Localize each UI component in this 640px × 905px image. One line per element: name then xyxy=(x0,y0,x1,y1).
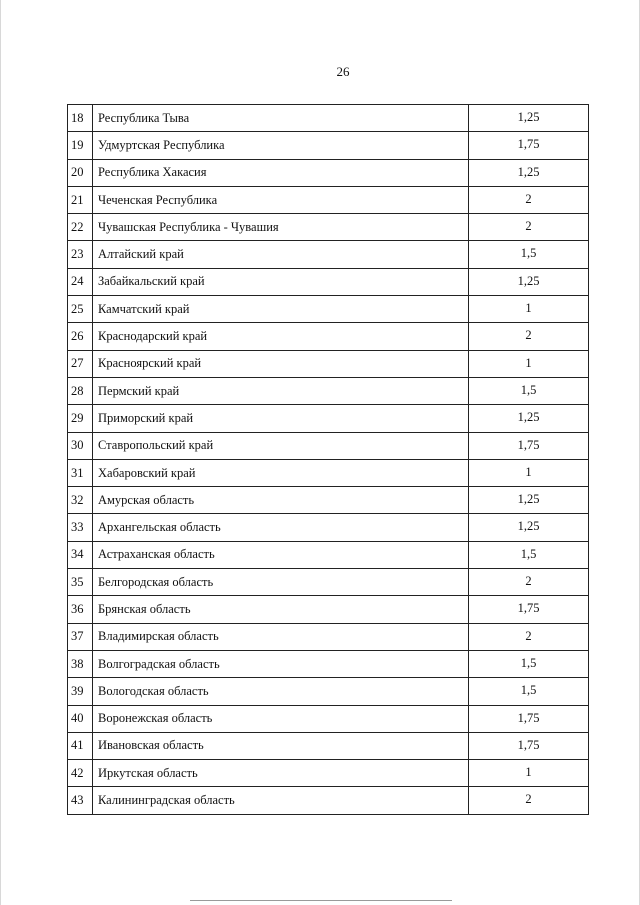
row-number: 23 xyxy=(68,241,93,268)
region-name: Камчатский край xyxy=(93,296,469,323)
table-row xyxy=(68,214,589,241)
row-number: 35 xyxy=(68,569,93,596)
region-name: Брянская область xyxy=(93,596,469,623)
region-name: Алтайский край xyxy=(93,241,469,268)
table-row xyxy=(68,623,589,650)
row-number: 36 xyxy=(68,596,93,623)
table-row xyxy=(68,705,589,732)
row-number: 38 xyxy=(68,650,93,677)
regions-table-body xyxy=(68,105,589,815)
coefficient-value: 2 xyxy=(469,323,589,350)
table-row xyxy=(68,432,589,459)
region-name: Воронежская область xyxy=(93,705,469,732)
coefficient-value: 2 xyxy=(469,787,589,814)
region-name: Республика Хакасия xyxy=(93,159,469,186)
coefficient-value: 1,5 xyxy=(469,650,589,677)
row-number: 28 xyxy=(68,377,93,404)
row-number: 19 xyxy=(68,132,93,159)
region-name: Иркутская область xyxy=(93,760,469,787)
table-row xyxy=(68,350,589,377)
table-row xyxy=(68,514,589,541)
region-name: Чувашская Республика - Чувашия xyxy=(93,214,469,241)
coefficient-value: 1 xyxy=(469,350,589,377)
region-name: Архангельская область xyxy=(93,514,469,541)
row-number: 25 xyxy=(68,296,93,323)
coefficient-value: 1,5 xyxy=(469,678,589,705)
coefficient-value: 1,25 xyxy=(469,268,589,295)
region-name: Калининградская область xyxy=(93,787,469,814)
region-name: Владимирская область xyxy=(93,623,469,650)
coefficient-value: 1 xyxy=(469,760,589,787)
coefficient-value: 1,75 xyxy=(469,705,589,732)
row-number: 30 xyxy=(68,432,93,459)
row-number: 21 xyxy=(68,186,93,213)
region-name: Ивановская область xyxy=(93,732,469,759)
coefficient-value: 1,5 xyxy=(469,241,589,268)
region-name: Вологодская область xyxy=(93,678,469,705)
coefficient-value: 1 xyxy=(469,296,589,323)
row-number: 22 xyxy=(68,214,93,241)
region-name: Республика Тыва xyxy=(93,105,469,132)
coefficient-value: 2 xyxy=(469,214,589,241)
row-number: 26 xyxy=(68,323,93,350)
table-row xyxy=(68,105,589,132)
table-row xyxy=(68,268,589,295)
region-name: Краснодарский край xyxy=(93,323,469,350)
coefficient-value: 1,25 xyxy=(469,487,589,514)
region-name: Белгородская область xyxy=(93,569,469,596)
table-row xyxy=(68,296,589,323)
table-row xyxy=(68,241,589,268)
coefficient-value: 1,75 xyxy=(469,132,589,159)
table-row xyxy=(68,678,589,705)
region-name: Пермский край xyxy=(93,377,469,404)
row-number: 27 xyxy=(68,350,93,377)
table-row xyxy=(68,487,589,514)
row-number: 31 xyxy=(68,459,93,486)
coefficient-value: 1,25 xyxy=(469,105,589,132)
coefficient-value: 1,25 xyxy=(469,159,589,186)
coefficient-value: 1,75 xyxy=(469,596,589,623)
table-row xyxy=(68,132,589,159)
coefficient-value: 1,25 xyxy=(469,514,589,541)
region-name: Астраханская область xyxy=(93,541,469,568)
region-name: Амурская область xyxy=(93,487,469,514)
row-number: 34 xyxy=(68,541,93,568)
row-number: 32 xyxy=(68,487,93,514)
coefficient-value: 1,75 xyxy=(469,432,589,459)
row-number: 39 xyxy=(68,678,93,705)
table-row xyxy=(68,596,589,623)
region-name: Удмуртская Республика xyxy=(93,132,469,159)
page-number: 26 xyxy=(336,64,350,79)
table-row xyxy=(68,377,589,404)
row-number: 40 xyxy=(68,705,93,732)
table-row xyxy=(68,405,589,432)
coefficient-value: 1,5 xyxy=(469,377,589,404)
row-number: 20 xyxy=(68,159,93,186)
table-row xyxy=(68,569,589,596)
row-number: 24 xyxy=(68,268,93,295)
region-name: Забайкальский край xyxy=(93,268,469,295)
coefficient-value: 2 xyxy=(469,569,589,596)
row-number: 41 xyxy=(68,732,93,759)
table-row xyxy=(68,760,589,787)
table-row xyxy=(68,650,589,677)
table-row xyxy=(68,787,589,814)
region-name: Ставропольский край xyxy=(93,432,469,459)
table-row xyxy=(68,732,589,759)
table-row xyxy=(68,541,589,568)
region-name: Хабаровский край xyxy=(93,459,469,486)
table-row xyxy=(68,323,589,350)
region-name: Чеченская Республика xyxy=(93,186,469,213)
row-number: 43 xyxy=(68,787,93,814)
coefficient-value: 1 xyxy=(469,459,589,486)
coefficient-value: 2 xyxy=(469,623,589,650)
coefficient-value: 1,25 xyxy=(469,405,589,432)
row-number: 42 xyxy=(68,760,93,787)
region-name: Красноярский край xyxy=(93,350,469,377)
row-number: 29 xyxy=(68,405,93,432)
region-name: Приморский край xyxy=(93,405,469,432)
row-number: 18 xyxy=(68,105,93,132)
regions-table xyxy=(67,104,589,815)
scan-artifact-line xyxy=(190,900,452,901)
coefficient-value: 1,75 xyxy=(469,732,589,759)
coefficient-value: 2 xyxy=(469,186,589,213)
table-row xyxy=(68,159,589,186)
table-row xyxy=(68,186,589,213)
coefficient-value: 1,5 xyxy=(469,541,589,568)
row-number: 33 xyxy=(68,514,93,541)
table-row xyxy=(68,459,589,486)
row-number: 37 xyxy=(68,623,93,650)
region-name: Волгоградская область xyxy=(93,650,469,677)
